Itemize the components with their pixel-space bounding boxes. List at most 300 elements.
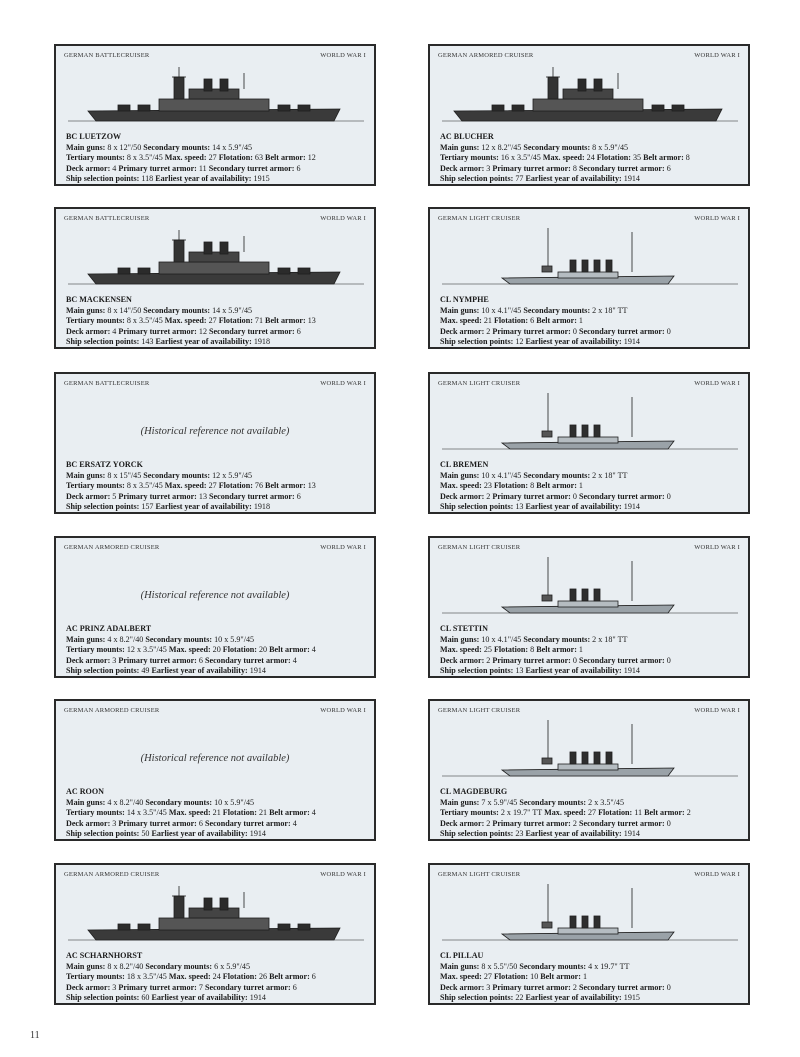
stat-line — [440, 306, 742, 317]
stat-label: Flotation: — [598, 808, 633, 817]
stat-value: 13 — [305, 316, 316, 325]
stat-label: Deck armor: — [66, 818, 111, 828]
stat-label: Primary turret armor: — [492, 491, 571, 501]
stat-value: 6 — [528, 316, 537, 325]
ship-name: AC ROON — [66, 787, 104, 796]
ship-card — [428, 699, 750, 841]
ship-name: CL PILLAU — [440, 951, 484, 960]
page-number: 11 — [30, 1030, 40, 1041]
card-header — [438, 215, 740, 225]
stat-value: 71 — [252, 316, 266, 325]
ship-card — [54, 372, 376, 514]
stat-label: Belt armor: — [644, 808, 685, 817]
stat-line — [66, 492, 368, 503]
stat-line — [440, 502, 742, 513]
ship-silhouette — [442, 718, 738, 784]
stat-value: 13 — [305, 481, 316, 490]
stat-value: 0 — [664, 491, 671, 501]
stat-value: 2 — [484, 491, 493, 501]
stat-value: 0 — [664, 655, 671, 665]
ship-silhouette — [68, 63, 364, 129]
stat-value: 118 — [139, 174, 156, 183]
era-label: WORLD WAR I — [694, 871, 740, 878]
stat-value: 24 — [210, 972, 223, 981]
stat-line — [66, 337, 368, 348]
stat-label: Max. speed: — [440, 481, 482, 490]
stat-value: 4 — [290, 655, 297, 665]
stat-line — [440, 481, 742, 492]
stat-line — [66, 962, 368, 973]
stat-value: 2 x 19.7" TT — [498, 808, 545, 817]
stat-line — [440, 316, 742, 327]
stat-label: Tertiary mounts: — [66, 645, 125, 654]
stat-value: 1915 — [251, 174, 270, 183]
stat-value: 1 — [576, 316, 583, 325]
stat-label: Secondary mounts: — [523, 142, 591, 152]
ship-class-label: GERMAN LIGHT CRUISER — [438, 380, 521, 387]
ship-name: BC ERSATZ YORCK — [66, 460, 143, 469]
stat-line — [440, 143, 742, 154]
stat-value: 50 — [139, 829, 152, 838]
stat-line — [440, 656, 742, 667]
reference-note: (Historical reference not available) — [140, 590, 290, 601]
ship-name: CL NYMPHE — [440, 295, 489, 304]
stat-value: 1914 — [247, 666, 266, 675]
stat-label: Main guns: — [440, 305, 480, 315]
stat-value: 8 x 8.2"/40 — [105, 961, 146, 971]
stat-label: Secondary turret armor: — [208, 163, 295, 173]
stat-label: Max. speed: — [168, 972, 211, 981]
stat-value: 13 — [513, 502, 526, 511]
stat-value: 8 x 3.5"/45 — [124, 316, 165, 325]
era-label: WORLD WAR I — [320, 380, 366, 387]
stat-value: 13 — [196, 491, 210, 501]
ship-stats — [66, 951, 368, 1004]
stat-line — [440, 829, 742, 840]
stat-value: 14 x 3.5"/45 — [124, 808, 169, 817]
stat-value: 4 — [110, 163, 119, 173]
ship-card — [428, 44, 750, 186]
stat-label: Secondary turret armor: — [204, 655, 291, 665]
stat-value: 3 — [484, 163, 493, 173]
stat-label: Flotation: — [218, 153, 253, 162]
stat-label: Earliest year of availability: — [525, 993, 622, 1002]
stat-label: Main guns: — [66, 142, 106, 152]
stat-value: 1914 — [247, 829, 266, 838]
reference-note: (Historical reference not available) — [140, 753, 290, 764]
stat-label: Primary turret armor: — [118, 491, 197, 501]
stat-label: Belt armor: — [536, 316, 577, 325]
stat-line — [66, 829, 368, 840]
stat-value: 23 — [481, 481, 494, 490]
ship-name: BC LUETZOW — [66, 132, 122, 141]
stat-label: Flotation: — [222, 645, 257, 654]
stat-value: 8 — [683, 153, 690, 162]
ship-stats — [66, 460, 368, 513]
stat-label: Deck armor: — [440, 982, 485, 992]
stat-value: 8 — [570, 163, 579, 173]
card-header — [438, 544, 740, 554]
stat-value: 2 x 3.5"/45 — [586, 797, 625, 807]
stat-label: Tertiary mounts: — [66, 316, 125, 325]
stat-value: 10 x 5.9"/45 — [212, 634, 255, 644]
stat-label: Secondary mounts: — [145, 961, 213, 971]
stat-label: Earliest year of availability: — [151, 829, 248, 838]
stat-label: Earliest year of availability: — [525, 502, 622, 511]
ship-card — [428, 863, 750, 1005]
ship-card — [54, 207, 376, 349]
ship-silhouette — [442, 391, 738, 457]
stat-line — [440, 983, 742, 994]
stat-value: 27 — [585, 808, 599, 817]
stat-label: Ship selection points: — [440, 666, 514, 675]
stat-value: 8 — [528, 481, 537, 490]
stat-label: Main guns: — [440, 634, 480, 644]
stat-value: 0 — [664, 818, 671, 828]
stat-value: 3 — [110, 818, 119, 828]
stat-label: Belt armor: — [265, 316, 306, 325]
card-header — [64, 52, 366, 62]
stat-label: Primary turret armor: — [118, 326, 197, 336]
stat-value: 5 — [110, 491, 119, 501]
stat-value: 8 x 15"/45 — [105, 470, 144, 480]
stat-line — [66, 164, 368, 175]
stat-value: 21 — [481, 316, 494, 325]
ship-silhouette — [68, 882, 364, 948]
stat-label: Earliest year of availability: — [151, 993, 248, 1002]
stat-value: 2 x 18" TT — [590, 634, 628, 644]
stat-label: Main guns: — [440, 142, 480, 152]
era-label: WORLD WAR I — [694, 380, 740, 387]
era-label: WORLD WAR I — [694, 52, 740, 59]
stat-label: Ship selection points: — [440, 337, 514, 346]
stat-value: 157 — [139, 502, 156, 511]
stat-label: Flotation: — [493, 316, 529, 325]
stat-label: Earliest year of availability: — [155, 174, 252, 183]
stat-value: 23 — [513, 829, 526, 838]
stat-value: 10 x 4.1"/45 — [479, 634, 524, 644]
stat-label: Deck armor: — [440, 818, 485, 828]
stat-label: Tertiary mounts: — [66, 481, 125, 490]
stat-label: Main guns: — [66, 634, 106, 644]
ship-card — [54, 699, 376, 841]
stat-line — [440, 164, 742, 175]
stat-value: 0 — [664, 982, 671, 992]
stat-label: Max. speed: — [168, 808, 211, 817]
stat-label: Max. speed: — [542, 153, 585, 162]
stat-value: 10 x 4.1"/45 — [479, 305, 524, 315]
stat-value: 20 — [210, 645, 223, 654]
stat-value: 10 — [528, 972, 541, 981]
stat-label: Secondary turret armor: — [578, 163, 665, 173]
ship-card — [428, 536, 750, 678]
era-label: WORLD WAR I — [320, 871, 366, 878]
stat-value: 35 — [630, 153, 644, 162]
stat-line — [66, 502, 368, 513]
ship-class-label: GERMAN LIGHT CRUISER — [438, 544, 521, 551]
stat-label: Max. speed: — [164, 316, 207, 325]
stat-line — [66, 481, 368, 492]
ship-name: AC PRINZ ADALBERT — [66, 624, 152, 633]
stat-label: Secondary turret armor: — [578, 326, 665, 336]
stat-line — [440, 635, 742, 646]
stat-label: Secondary turret armor: — [578, 491, 665, 501]
stat-label: Ship selection points: — [66, 829, 140, 838]
stat-label: Main guns: — [66, 305, 106, 315]
ship-class-label: GERMAN LIGHT CRUISER — [438, 215, 521, 222]
stat-line — [66, 635, 368, 646]
stat-line — [66, 327, 368, 338]
stat-label: Ship selection points: — [66, 502, 140, 511]
stat-label: Earliest year of availability: — [151, 666, 248, 675]
era-label: WORLD WAR I — [320, 215, 366, 222]
ship-name: CL BREMEN — [440, 460, 489, 469]
stat-label: Secondary mounts: — [519, 961, 587, 971]
stat-label: Earliest year of availability: — [155, 502, 252, 511]
stat-value: 143 — [139, 337, 156, 346]
stat-label: Secondary mounts: — [143, 470, 211, 480]
ship-card — [54, 44, 376, 186]
stat-line — [440, 327, 742, 338]
card-header — [64, 707, 366, 717]
stat-value: 6 — [664, 163, 671, 173]
stat-label: Belt armor: — [269, 972, 310, 981]
stat-value: 3 — [110, 655, 119, 665]
stat-label: Belt armor: — [269, 808, 310, 817]
stat-value: 6 — [294, 163, 301, 173]
stat-line — [66, 819, 368, 830]
stat-label: Main guns: — [66, 961, 106, 971]
stat-label: Max. speed: — [164, 153, 207, 162]
stat-value: 24 — [584, 153, 597, 162]
stat-value: 25 — [481, 645, 494, 654]
stat-value: 10 x 4.1"/45 — [479, 470, 524, 480]
stat-label: Primary turret armor: — [492, 655, 571, 665]
stat-value: 3 — [484, 982, 493, 992]
stat-value: 12 — [196, 326, 210, 336]
stat-label: Flotation: — [493, 972, 529, 981]
stat-line — [440, 808, 742, 819]
stat-label: Max. speed: — [440, 316, 482, 325]
stat-line — [66, 316, 368, 327]
stat-label: Ship selection points: — [66, 666, 140, 675]
ship-stats — [440, 624, 742, 677]
ship-name: BC MACKENSEN — [66, 295, 132, 304]
stat-line — [66, 798, 368, 809]
ship-stats — [440, 951, 742, 1004]
ship-stats — [440, 460, 742, 513]
era-label: WORLD WAR I — [694, 215, 740, 222]
stat-label: Flotation: — [493, 645, 529, 654]
ship-silhouette — [442, 882, 738, 948]
ship-silhouette — [68, 226, 364, 292]
stat-label: Tertiary mounts: — [66, 972, 125, 981]
stat-value: 4 — [309, 808, 316, 817]
stat-value: 12 — [305, 153, 316, 162]
ship-silhouette — [442, 226, 738, 292]
stat-value: 4 x 8.2"/40 — [105, 797, 146, 807]
stat-label: Ship selection points: — [66, 337, 140, 346]
stat-line — [66, 808, 368, 819]
stat-label: Secondary turret armor: — [209, 491, 295, 501]
stat-value: 26 — [256, 972, 270, 981]
stat-value: 12 x 3.5"/45 — [124, 645, 169, 654]
stat-value: 2 — [570, 982, 579, 992]
stat-label: Deck armor: — [66, 491, 111, 501]
stat-label: Max. speed: — [440, 645, 482, 654]
stat-label: Primary turret armor: — [118, 982, 197, 992]
stat-label: Belt armor: — [269, 645, 310, 654]
ship-card — [54, 536, 376, 678]
stat-value: 20 — [256, 645, 270, 654]
stat-label: Max. speed: — [164, 481, 207, 490]
stat-value: 27 — [481, 972, 494, 981]
reference-note: (Historical reference not available) — [140, 426, 290, 437]
stat-value: 14 x 5.9"/45 — [210, 305, 253, 315]
stat-line — [66, 645, 368, 656]
stat-label: Secondary turret armor: — [578, 818, 665, 828]
stat-line — [66, 656, 368, 667]
stat-value: 1914 — [247, 993, 266, 1002]
stat-label: Secondary turret armor: — [204, 818, 291, 828]
ship-class-label: GERMAN ARMORED CRUISER — [64, 544, 160, 551]
stat-value: 0 — [570, 491, 579, 501]
stat-label: Max. speed: — [168, 645, 211, 654]
ship-name: CL MAGDEBURG — [440, 787, 508, 796]
stat-value: 2 — [684, 808, 691, 817]
stat-label: Secondary turret armor: — [578, 655, 665, 665]
stat-label: Primary turret armor: — [118, 163, 197, 173]
stat-value: 6 — [309, 972, 316, 981]
stat-label: Deck armor: — [440, 655, 485, 665]
card-header — [438, 707, 740, 717]
stat-label: Tertiary mounts: — [66, 808, 125, 817]
stat-label: Primary turret armor: — [492, 163, 571, 173]
stat-line — [66, 972, 368, 983]
stat-value: 0 — [664, 326, 671, 336]
stat-value: 0 — [570, 655, 579, 665]
stat-line — [440, 993, 742, 1004]
stat-label: Secondary mounts: — [143, 142, 211, 152]
stat-value: 8 x 14"/50 — [105, 305, 144, 315]
stat-value: 6 — [196, 655, 205, 665]
stat-label: Flotation: — [493, 481, 529, 490]
ship-class-label: GERMAN ARMORED CRUISER — [64, 871, 160, 878]
stat-value: 1 — [576, 481, 583, 490]
stat-value: 4 x 8.2"/40 — [105, 634, 146, 644]
stat-label: Main guns: — [66, 470, 106, 480]
stat-line — [440, 153, 742, 164]
ship-stats — [66, 787, 368, 840]
stat-value: 1 — [580, 972, 588, 981]
ship-name: CL STETTIN — [440, 624, 488, 633]
stat-label: Belt armor: — [536, 645, 577, 654]
stat-value: 22 — [513, 993, 526, 1002]
stat-value: 1 — [576, 645, 583, 654]
stat-line — [66, 666, 368, 677]
ship-class-label: GERMAN LIGHT CRUISER — [438, 871, 521, 878]
card-header — [64, 380, 366, 390]
stat-value: 6 — [290, 982, 297, 992]
stat-label: Tertiary mounts: — [66, 153, 125, 162]
stat-value: 6 x 5.9"/45 — [212, 961, 251, 971]
stat-label: Deck armor: — [66, 326, 111, 336]
stat-value: 1915 — [621, 993, 640, 1002]
stat-label: Flotation: — [222, 808, 257, 817]
stat-value: 7 — [196, 982, 205, 992]
stat-line — [440, 666, 742, 677]
stat-label: Secondary turret armor: — [578, 982, 665, 992]
ship-stats — [66, 295, 368, 348]
card-header — [64, 215, 366, 225]
stat-value: 1914 — [621, 829, 640, 838]
stat-label: Earliest year of availability: — [155, 337, 252, 346]
stat-value: 14 x 5.9"/45 — [210, 142, 253, 152]
stat-value: 10 x 5.9"/45 — [212, 797, 255, 807]
ship-card — [428, 372, 750, 514]
stat-label: Secondary mounts: — [523, 634, 591, 644]
stat-value: 2 x 18" TT — [590, 305, 628, 315]
stat-line — [440, 174, 742, 185]
stat-value: 6 — [294, 491, 301, 501]
stat-value: 8 — [528, 645, 537, 654]
stat-label: Primary turret armor: — [118, 655, 197, 665]
stat-label: Secondary mounts: — [143, 305, 211, 315]
card-header — [64, 544, 366, 554]
stat-label: Secondary mounts: — [145, 797, 213, 807]
stat-label: Deck armor: — [440, 326, 485, 336]
stat-value: 2 x 18" TT — [590, 470, 628, 480]
stat-value: 8 x 12"/50 — [105, 142, 144, 152]
stat-value: 2 — [484, 655, 493, 665]
ship-class-label: GERMAN BATTLECRUISER — [64, 215, 150, 222]
stat-line — [440, 645, 742, 656]
era-label: WORLD WAR I — [320, 707, 366, 714]
stat-value: 11 — [196, 163, 209, 173]
stat-label: Earliest year of availability: — [525, 174, 622, 183]
stat-label: Earliest year of availability: — [525, 666, 622, 675]
stat-label: Primary turret armor: — [492, 818, 571, 828]
stat-label: Secondary mounts: — [145, 634, 213, 644]
stat-value: 18 x 3.5"/45 — [124, 972, 169, 981]
ship-stats — [440, 132, 742, 185]
stat-value: 6 — [196, 818, 205, 828]
stat-label: Secondary mounts: — [519, 797, 587, 807]
stat-value: 27 — [206, 316, 219, 325]
stat-value: 1914 — [621, 666, 640, 675]
ship-silhouette — [442, 63, 738, 129]
stat-line — [66, 153, 368, 164]
stat-value: 4 — [110, 326, 119, 336]
stat-value: 12 x 8.2"/45 — [479, 142, 524, 152]
stat-value: 4 — [290, 818, 297, 828]
stat-value: 77 — [513, 174, 526, 183]
stat-label: Deck armor: — [440, 491, 485, 501]
ship-stats — [66, 132, 368, 185]
stat-label: Main guns: — [440, 470, 480, 480]
stat-label: Main guns: — [66, 797, 106, 807]
stat-label: Flotation: — [222, 972, 257, 981]
stat-value: 12 — [513, 337, 526, 346]
stat-value: 8 x 3.5"/45 — [124, 153, 165, 162]
stat-line — [440, 819, 742, 830]
stat-label: Earliest year of availability: — [525, 829, 622, 838]
stat-value: 60 — [139, 993, 152, 1002]
ship-class-label: GERMAN BATTLECRUISER — [64, 380, 150, 387]
stat-line — [66, 174, 368, 185]
stat-label: Tertiary mounts: — [440, 808, 499, 817]
ship-stats — [440, 295, 742, 348]
